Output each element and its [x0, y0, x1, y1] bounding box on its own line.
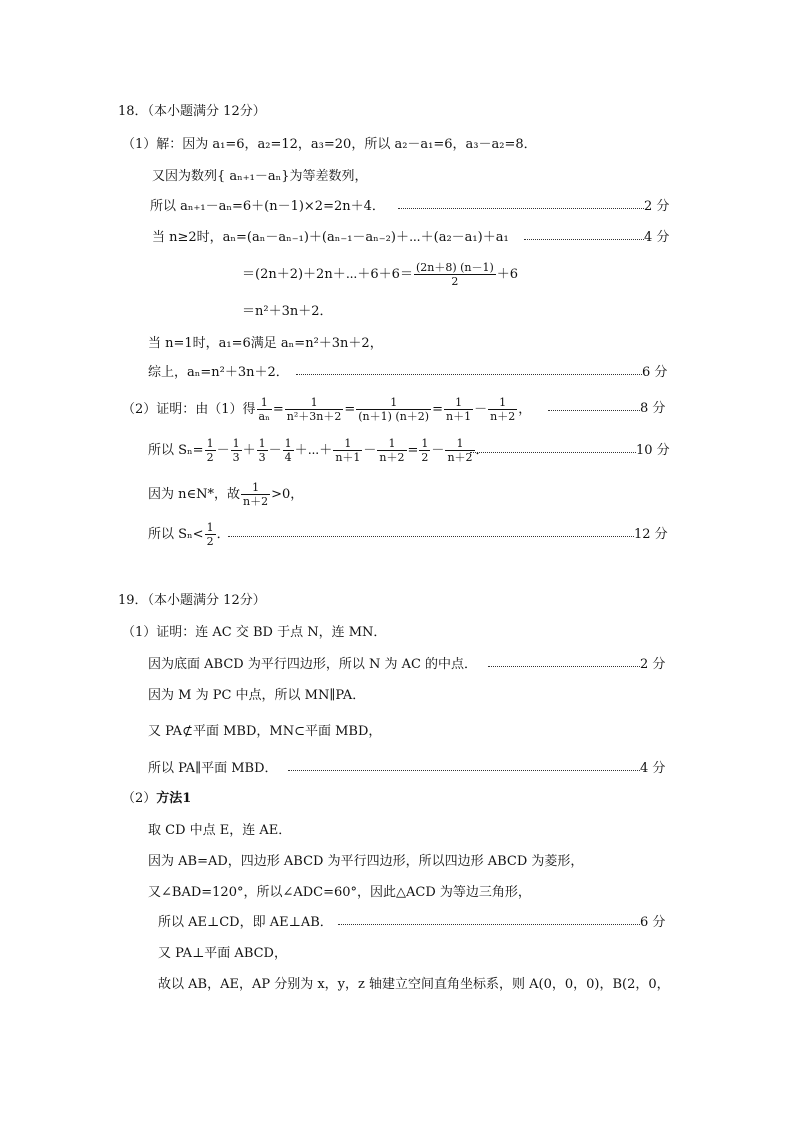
- q18-part1-line3: 所以 aₙ₊₁－aₙ=6＋(n－1)×2=2n＋4．: [150, 199, 385, 214]
- fraction: $\frac{1}{n+1}$: [446, 396, 472, 423]
- q18-part2-line4: 所以 Sₙ< $\frac{1}{2}$ ．: [148, 521, 230, 548]
- fraction: $\frac{1}{2}$: [206, 437, 214, 464]
- score-leader: [488, 666, 640, 667]
- fraction: $\frac{1}{3}$: [258, 437, 266, 464]
- q18-part2-line3: 因为 n∈N*，故 $\frac{1}{n+2}$ >0，: [148, 481, 304, 508]
- q19-part2-line1: 取 CD 中点 E，连 AE．: [148, 823, 292, 838]
- operator: ．: [475, 443, 489, 458]
- score-leader: [288, 770, 640, 771]
- score-4: 4 分: [640, 761, 666, 776]
- q19-part1-line3: 因为 M 为 PC 中点，所以 MN∥PA．: [148, 688, 366, 703]
- score-2: 2 分: [644, 199, 670, 214]
- score-4: 4 分: [644, 230, 670, 245]
- score-2: 2 分: [640, 657, 666, 672]
- fraction: $\frac{1}{4}$: [284, 437, 292, 464]
- fraction: $\frac{1}{\text{aₙ}}$: [258, 396, 270, 423]
- q18-part1-text1: 因为 a₁=6，a₂=12，a₃=20，所以 a₂－a₁=6，a₃－a₂=8．: [182, 137, 537, 152]
- expr: ＝(2n＋2)＋2n＋⋯＋6＋6＝: [242, 267, 413, 282]
- q18-part1-line1: [122, 136, 537, 154]
- score-leader: [398, 208, 644, 209]
- q18-part1-label: （1）解：: [122, 137, 183, 152]
- q19-header: 19．（本小题满分 12分）: [118, 593, 266, 608]
- score-6: 6 分: [642, 365, 668, 380]
- q19-part1-line4: 又 PA⊄平面 MBD，MN⊂平面 MBD，: [148, 724, 382, 739]
- score-leader: [296, 374, 642, 375]
- fraction: $\frac{1}{3}$: [232, 437, 240, 464]
- score-10: 10 分: [636, 443, 670, 458]
- fraction: $\frac{1}{\text{n²＋3n＋2}}$: [286, 396, 342, 423]
- q19-part2-line6: 故以 AB，AE，AP 分别为 x，y，z 轴建立空间直角坐标系，则 A(0，0，0)，B(2，0，: [158, 977, 670, 992]
- operator: －: [431, 443, 445, 458]
- q19-part2-line4: 所以 AE⊥CD，即 AE⊥AB．: [158, 915, 333, 930]
- q19-part2-header: （2）方法1: [122, 791, 192, 806]
- method-label: 方法1: [156, 791, 192, 806]
- operator: －: [363, 443, 377, 458]
- fraction: $\frac{1}{2}$: [421, 437, 429, 464]
- q19-part1-line5: 所以 PA∥平面 MBD．: [148, 761, 278, 776]
- fraction: $\frac{1}{(n+1) (n+2)}$: [358, 396, 430, 423]
- fraction: $\frac{(2n+8) (n-1)}{2}$: [415, 261, 494, 288]
- score-leader: [228, 536, 634, 537]
- fraction: $\frac{1}{n+1}$: [335, 437, 361, 464]
- score-6: 6 分: [640, 915, 666, 930]
- score-leader: [548, 410, 640, 411]
- operator: ＋: [242, 443, 256, 458]
- operator: ＋⋯＋: [294, 443, 333, 458]
- score-leader: [470, 452, 636, 453]
- q18-part1-line4: 当 n≥2时，aₙ=(aₙ－aₙ₋₁)＋(aₙ₋₁－aₙ₋₂)＋⋯＋(a₂－a₁)＋a₁: [152, 230, 509, 245]
- score-leader: [338, 924, 640, 925]
- fraction: $\frac{1}{n+2}$: [447, 437, 473, 464]
- q19-part2-line2: 因为 AB=AD，四边形 ABCD 为平行四边形，所以四边形 ABCD 为菱形，: [148, 854, 584, 869]
- q19-part1-line1: （1）证明：连 AC 交 BD 于点 N，连 MN．: [122, 625, 387, 640]
- q18-part1-line5: ＝(2n＋2)＋2n＋⋯＋6＋6＝ $\frac{(2n+8) (n-1)}{2}$ ＋6: [242, 261, 519, 288]
- score-leader: [524, 239, 644, 240]
- fraction: $\frac{1}{n+2}$: [379, 437, 405, 464]
- q18-part1-line8: 综上，aₙ=n²＋3n＋2．: [148, 365, 289, 380]
- q18-part1-line6: ＝n²＋3n＋2．: [242, 304, 333, 319]
- score-8: 8 分: [640, 401, 666, 416]
- fraction: $\frac{1}{2}$: [206, 521, 214, 548]
- fraction: $\frac{1}{n+2}$: [490, 396, 516, 423]
- operator: －: [268, 443, 282, 458]
- q18-part2-line2: 所以 Sₙ= $\frac{1}{2}$ － $\frac{1}{3}$ ＋ $\frac{1}{3}$ － $\frac{1}{4}$ ＋⋯＋ $\frac{1}{n+1}$ － $\frac{1}{n+2}$ = $\frac{1}{2}$ － $\frac{1}{n+2}$ ．: [148, 437, 489, 464]
- q18-header: 18．（本小题满分 12分）: [118, 104, 266, 119]
- q19-part1-line2: 因为底面 ABCD 为平行四边形，所以 N 为 AC 的中点．: [148, 657, 478, 672]
- fraction: $\frac{1}{n+2}$: [243, 481, 269, 508]
- operator: －: [216, 443, 230, 458]
- q18-part2-line1: （2）证明：由（1）得 $\frac{1}{\text{aₙ}}$ = $\frac{1}{\text{n²＋3n＋2}}$ = $\frac{1}{(n+1) (n+2)}$ = $\frac{1}{n+1}$ － $\frac{1}{n+2}$ ，: [122, 396, 532, 423]
- q19-part2-line5: 又 PA⊥平面 ABCD，: [158, 946, 287, 961]
- q18-part1-line7: 当 n=1时，a₁=6满足 aₙ=n²＋3n＋2，: [148, 336, 383, 351]
- q19-part2-line3: 又∠BAD=120°，所以∠ADC=60°，因此△ACD 为等边三角形，: [148, 885, 531, 900]
- score-12: 12 分: [634, 527, 668, 542]
- operator: =: [407, 443, 419, 458]
- q18-part1-line2: 又因为数列{ aₙ₊₁－aₙ}为等差数列，: [152, 169, 368, 184]
